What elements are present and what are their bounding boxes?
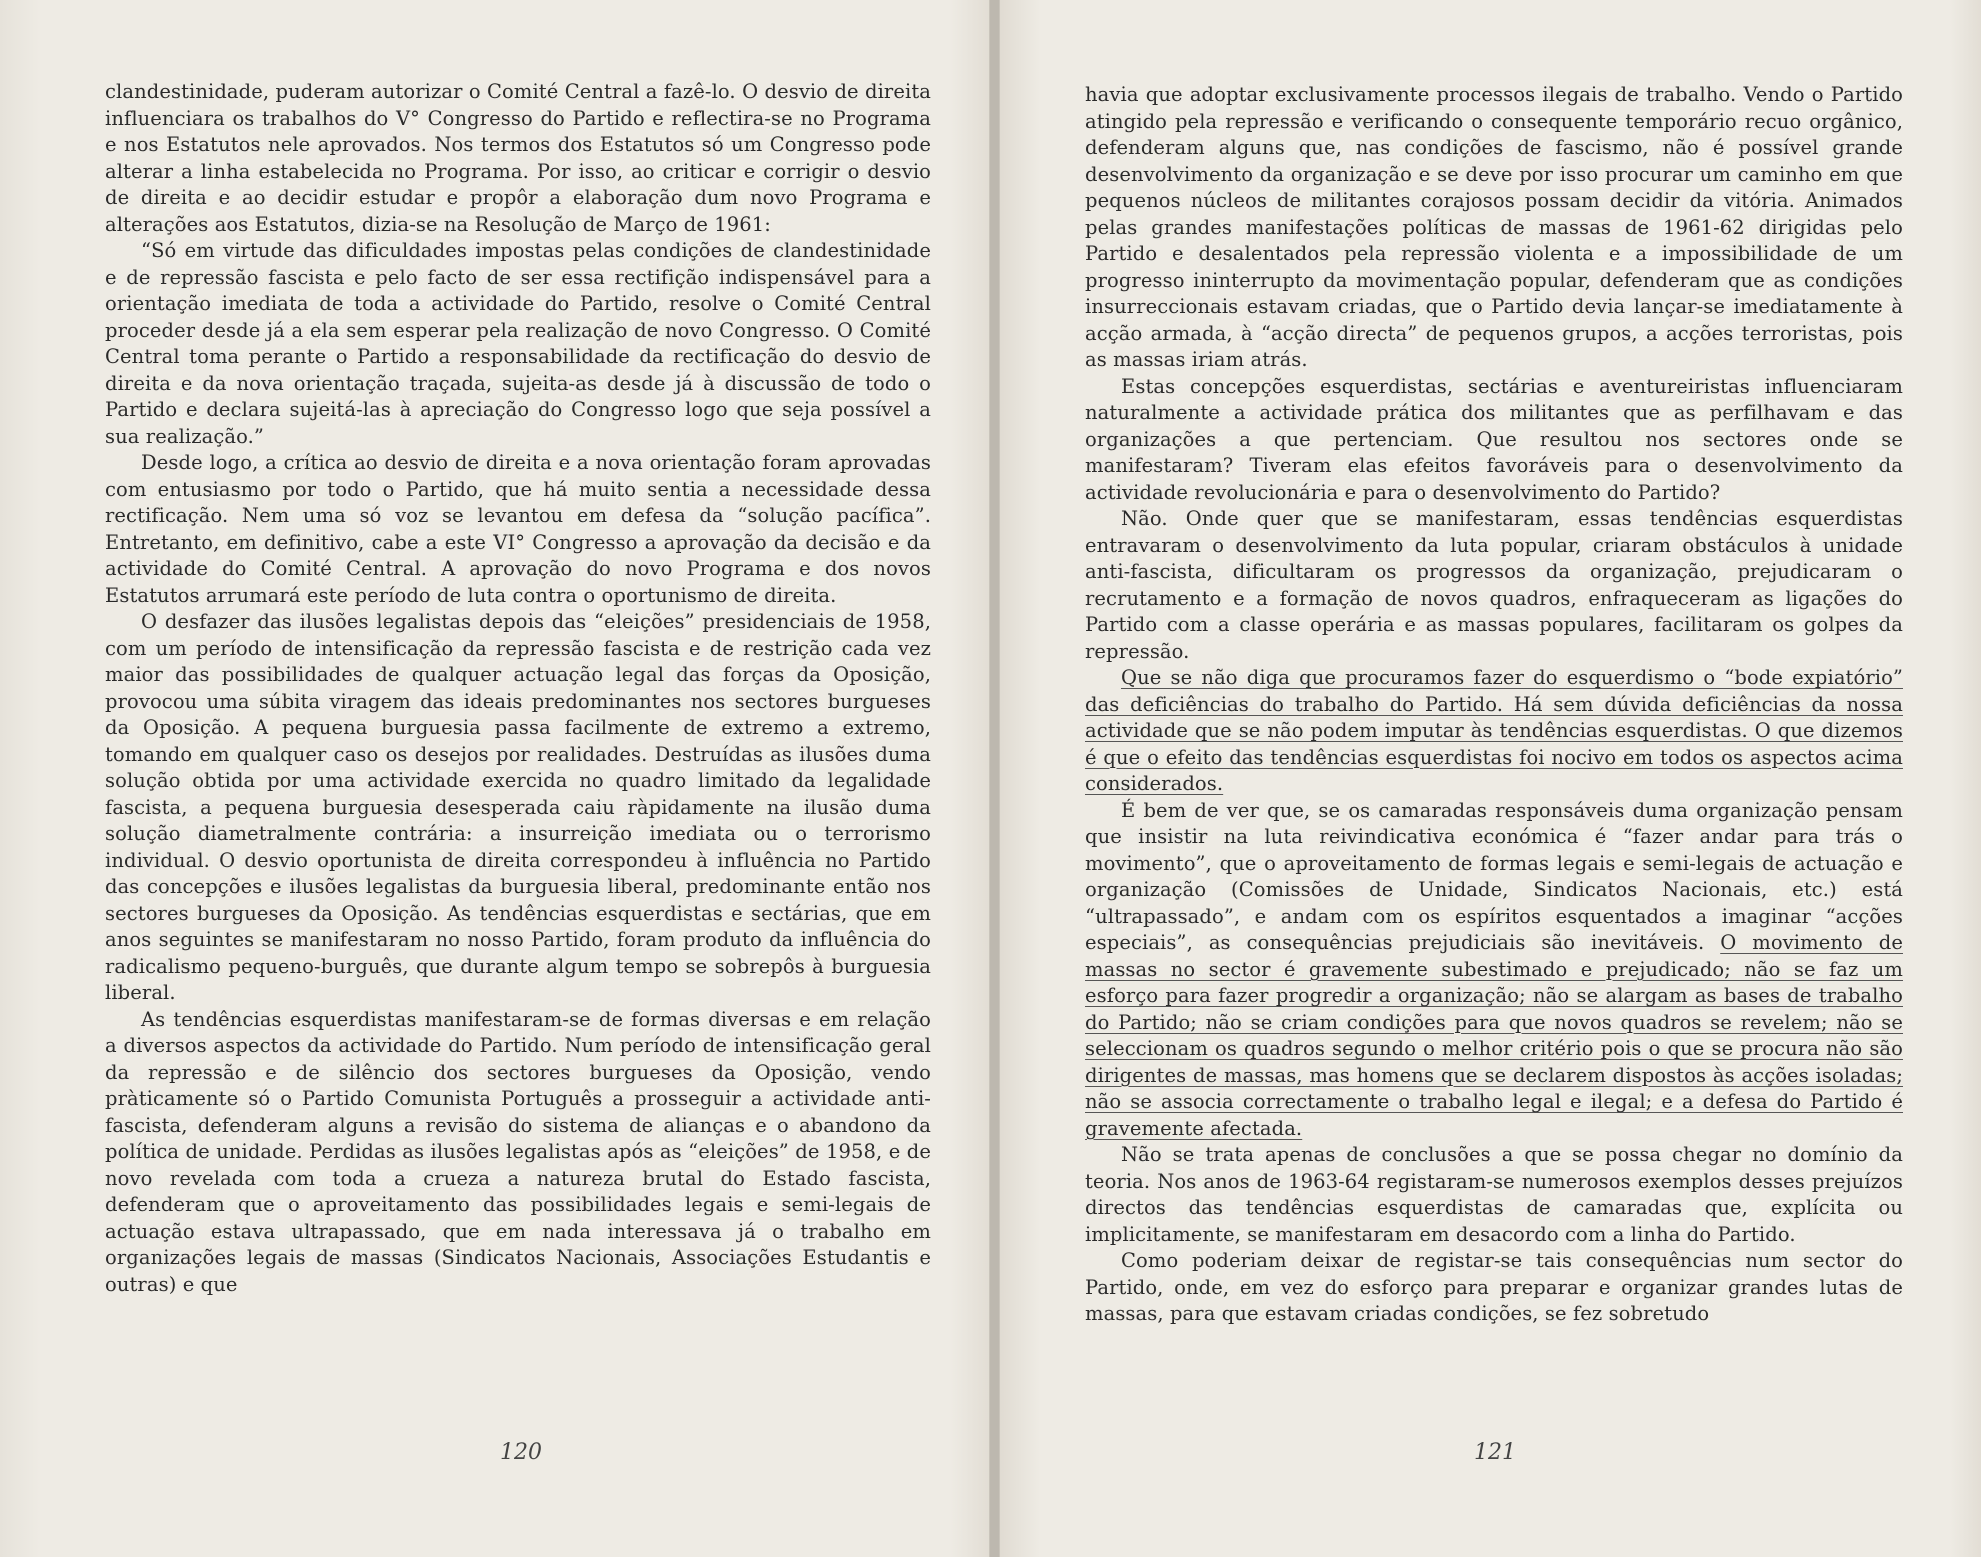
paragraph: As tendências esquerdistas manifestaram-se de formas diversas e em relação a diversos aspectos da actividade do Partido. Num período de intensificação geral da repressão e de silêncio dos sectores burgueses da Oposição, vendo pràticamente só o Partido Comunista Português a prosseguir a actividade anti-fascista, defenderam alguns a revisão do sistema de alianças e o abandono da política de unidade. Perdidas as ilusões legalistas após as “eleições” de 1958, e de novo revelada com toda a crueza a natureza brutal do Estado fascista, defenderam que o aproveitamento das possibilidades legais e semi-legais de actuação estava ultrapassado, que em nada interessava já o trabalho em organizações legais de massas (Sindicatos Nacionais, Associações Estudantis e outras) e que	[105, 1007, 931, 1296]
paragraph: havia que adoptar exclusivamente processos ilegais de trabalho. Vendo o Partido atingido pela repressão e verificando o consequente temporário recuo orgânico, defenderam alguns que, nas condições de fascismo, não é possível grande desenvolvimento da organização e se deve por isso procurar um caminho em que pequenos núcleos de militantes corajosos possam decidir da vitória. Animados pelas grandes manifestações políticas de massas de 1961-62 dirigidas pelo Partido e desalentados pela repressão violenta e a impossibilidade de um progresso ininterrupto da movimentação popular, defenderam que as condições insurreccionais estavam criadas, que o Partido devia lançar-se imediatamente à acção armada, à “acção directa” de pequenos grupos, a acções terroristas, pois as massas iriam atrás.	[1085, 83, 1903, 371]
paragraph: Não. Onde quer que se manifestaram, essas tendências esquerdistas entravaram o desenvolvimento da luta popular, criaram obstáculos à unidade anti-fascista, dificultaram os progressos da organização, prejudicaram o recrutamento e a formação de novos quadros, enfraqueceram as ligações do Partido com a classe operária e as massas populares, facilitaram os golpes da repressão.	[1085, 507, 1903, 663]
right-page-text	[1085, 82, 1903, 1328]
paragraph: Estas concepções esquerdistas, sectárias e aventureiristas influenciaram naturalmente a actividade prática dos militantes que as perfilhavam e das organizações a que pertenciam. Que resultou nos sectores onde se manifestaram? Tiveram elas efeitos favoráveis para o desenvolvimento da actividade revolucionária e para o desenvolvimento do Partido?	[1085, 374, 1903, 504]
quoted-resolution: “Só em virtude das dificuldades impostas pelas condições de clandestinidade e de repressão fascista e pelo facto de ser essa rectifição indispensável para a orientação imediata de toda a actividade do Partido, resolve o Comité Central proceder desde já a ela sem esperar pela realização de novo Congresso. O Comité Central toma perante o Partido a responsabilidade da rectificação do desvio de direita e da nova orientação traçada, sujeita-as desde já à discussão de todo o Partido e declara sujeitá-las à apreciação do Congresso logo que seja possível a sua realização.”	[105, 239, 931, 448]
underlined-passage: O movimento de massas no sector é gravemente subestimado e prejudicado; não se faz um esforço para fazer progredir a organização; não se alargam as bases de trabalho do Partido; não se criam condições para que novos quadros se revelem; não se seleccionam os quadros segundo o melhor critério pois o que se procura não são dirigentes de massas, mas homens que se declarem dispostos às acções isoladas; não se associa correctamente o trabalho legal e ilegal; e a defesa do Partido é gravemente afectada.	[1085, 931, 1903, 1140]
page-number: 120	[500, 1440, 542, 1465]
paragraph-text: É bem de ver que, se os camaradas responsáveis duma organização pensam que insistir na luta reivindicativa económica é “fazer andar para trás o movimento”, que o aproveitamento de formas legais e semi-legais de actuação e organização (Comissões de Unidade, Sindicatos Nacionais, etc.) está “ultrapassado”, e andam com os espíritos esquentados a imaginar “acções especiais”, as consequências prejudiciais são inevitáveis.	[1085, 798, 1903, 954]
paragraph: Não se trata apenas de conclusões a que se possa chegar no domínio da teoria. Nos anos de 1963-64 registaram-se numerosos exemplos desses prejuízos directos das tendências esquerdistas de camaradas que, explícita ou implicitamente, se manifestaram em desacordo com a linha do Partido.	[1085, 1143, 1903, 1246]
paragraph: O desfazer das ilusões legalistas depois das “eleições” presidenciais de 1958, com um período de intensificação da repressão fascista e de restrição cada vez maior das possibilidades de qualquer actuação legal das forças da Oposição, provocou uma súbita viragem das ideais predominantes nos sectores burgueses da Oposição. A pequena burguesia passa facilmente de extremo a extremo, tomando em qualquer caso os desejos por realidades. Destruídas as ilusões duma solução obtida por uma actividade exercida no quadro limitado da legalidade fascista, a pequena burguesia desesperada caiu ràpidamente na ilusão duma solução diametralmente contrária: a insurreição imediata ou o terrorismo individual. O desvio oportunista de direita correspondeu à influência no Partido das concepções e ilusões legalistas da burguesia liberal, predominante então nos sectores burgueses da Oposição. As tendências esquerdistas e sectárias, que em anos seguintes se manifestaram no nosso Partido, foram produto da influência do radicalismo pequeno-burguês, que durante algum tempo se sobrepôs à burguesia liberal.	[105, 610, 931, 1004]
paragraph: Desde logo, a crítica ao desvio de direita e a nova orientação foram aprovadas com entusiasmo por todo o Partido, que há muito sentia a necessidade dessa rectificação. Nem uma só voz se levantou em defesa da “solução pacífica”. Entretanto, em definitivo, cabe a este VI° Congresso a aprovação da decisão e da actividade do Comité Central. A aprovação do novo Programa e dos novos Estatutos arrumará este período de luta contra o oportunismo de direita.	[105, 451, 931, 607]
book-gutter	[990, 0, 999, 1557]
paragraph: clandestinidade, puderam autorizar o Comité Central a fazê-lo. O desvio de direita influenciara os trabalhos do V° Congresso do Partido e reflectira-se no Programa e nos Estatutos nele aprovados. Nos termos dos Estatutos só um Congresso pode alterar a linha estabelecida no Programa. Por isso, ao criticar e corrigir o desvio de direita e ao decidir estudar e propôr a elaboração dum novo Programa e alterações aos Estatutos, dizia-se na Resolução de Março de 1961:	[105, 80, 931, 236]
right-page	[999, 0, 1981, 1557]
left-page	[0, 0, 990, 1557]
paragraph	[1085, 798, 1903, 1143]
page-number: 121	[1474, 1440, 1516, 1465]
paragraph: Como poderiam deixar de registar-se tais consequências num sector do Partido, onde, em vez do esforço para preparar e organizar grandes lutas de massas, para que estavam criadas condições, se fez sobretudo	[1085, 1249, 1903, 1325]
left-page-text	[105, 79, 931, 1298]
underlined-paragraph: Que se não diga que procuramos fazer do esquerdismo o “bode expiatório” das deficiências do trabalho do Partido. Há sem dúvida deficiências da nossa actividade que se não podem imputar às tendências esquerdistas. O que dizemos é que o efeito das tendências esquerdistas foi nocivo em todos os aspectos acima considerados.	[1085, 666, 1903, 795]
